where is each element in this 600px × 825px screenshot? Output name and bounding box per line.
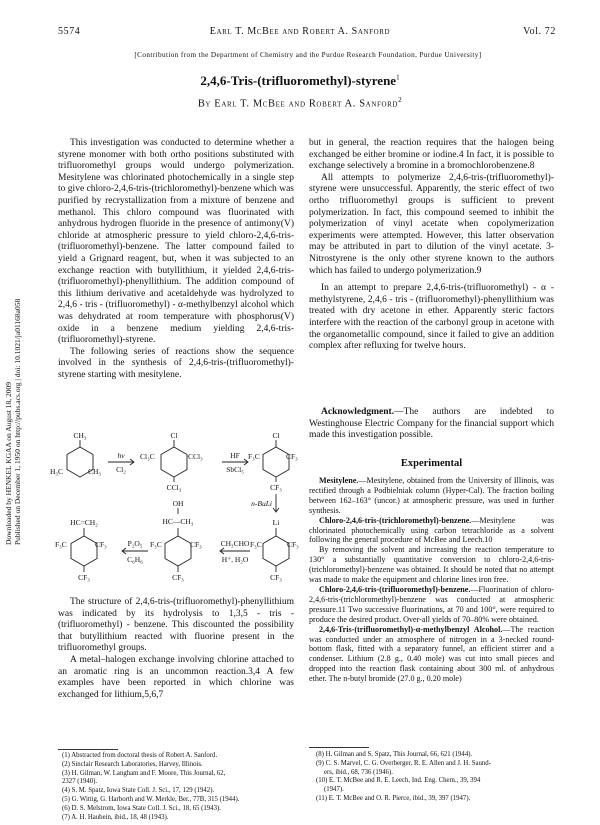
experimental-section bbox=[309, 476, 554, 684]
label-hf: HF bbox=[230, 451, 240, 460]
ring-lithium bbox=[263, 536, 289, 566]
left-column-intro bbox=[58, 138, 294, 381]
footnotes-left bbox=[62, 752, 298, 822]
article-title-text: 2,4,6-Tris-(trifluoromethyl)-styrene bbox=[200, 73, 397, 88]
exp-text: —Mesitylene, obtained from the University of Illinois, was rectified through a Podbielniak column (Hyper-Cal). The fraction boiling between 162–163° (uncor.) at atmospheric pressure, was used in further synthesis. bbox=[309, 476, 554, 515]
label-cl-top-2: Cl bbox=[272, 432, 280, 440]
sidebar-download-note: Downloaded by HENKEL KGAA on August 18, 2009 bbox=[4, 381, 13, 545]
label-ccl3-right: CCl₃ bbox=[188, 452, 203, 461]
label-li: Li bbox=[272, 518, 280, 527]
exp-lead: Mesitylene. bbox=[319, 476, 359, 485]
label-f3c-li: F₃C bbox=[250, 540, 262, 549]
page-number: 5574 bbox=[58, 26, 81, 37]
experimental-heading: Experimental bbox=[400, 458, 463, 469]
right-column bbox=[309, 138, 554, 353]
label-cf3-li-bottom: CF₃ bbox=[270, 573, 282, 582]
title-footnote-mark: 1 bbox=[396, 73, 400, 82]
halogen-paragraph: but in general, the reaction requires that the halogen being exchanged be either bromine or iodine.4 In fact, it is possible to exchange selectively a bromine in a bromochlorobenzene.8 bbox=[309, 138, 554, 172]
exp-lead: 2,4,6-Tris-(trifluoromethyl)-α-methylbenzyl Alcohol. bbox=[319, 624, 503, 634]
author-footnote-mark: 2 bbox=[398, 96, 403, 104]
footnote: (3) H. Gilman, W. Langham and F. Moore, This Journal, 62, bbox=[62, 769, 226, 777]
structure-paragraph: The structure of 2,4,6-tris-(trifluoromethyl)-phenyllithium was indicated by its hydrolysis to 1,3,5 - tris - (trifluoromethyl) - benzene. This discounted the possibility that butyllithium reacted with fluorine present in the trifluoromethyl groups. bbox=[58, 597, 294, 654]
label-nbuli: n-BuLi bbox=[251, 499, 272, 508]
footnote: (2) Sinclair Research Laboratories, Harvey, Illinois. bbox=[62, 760, 203, 768]
author-line bbox=[0, 96, 600, 110]
exp-lead: Chloro-2,4,6-tris-(trichloromethyl)-benzene. bbox=[319, 515, 472, 525]
label-ccl3-bottom: CCl₃ bbox=[166, 483, 182, 492]
label-cl2: Cl₂ bbox=[116, 465, 126, 474]
acknowledgment-label: Acknowledgment. bbox=[321, 407, 395, 417]
exp-paragraph-fluorination bbox=[309, 585, 554, 625]
exp-paragraph-mesitylene bbox=[309, 476, 554, 516]
intro-paragraph: This investigation was conducted to determine whether a styrene monomer with both ortho positions substituted with trifluoromethyl groups would undergo polymerization. Mesitylene was chlorinated photochemically in a single step to give chloro-2,4,6-tris-(trichloromethyl)-benzene which was purified by recrystallization from a mixture of benzene and methanol. This chloro compound was fluorinated with anhydrous hydrogen fluoride in the presence of antimony(V) chloride at atmospheric pressure to yield chloro-2,4,6-tris-(trifluoromethyl)-benzene. The latter compound failed to yield a Grignard reagent, but, when it was subjected to an exchange reaction with butyllithium, it yielded 2,4,6-tris-(trifluoromethyl)-phenyllithium. The addition compound of this lithium derivative and acetaldehyde was hydrolyzed to 2,4,6 - tris - (trifluoromethyl) - α-methylbenzyl alcohol which was dehydrated at room temperature with phosphorus(V) oxide in a benzene medium yielding 2,4,6-tris-(trifluoromethyl)-styrene. bbox=[58, 138, 294, 346]
footnote: (9) C. S. Marvel, C. G. Overberger, R. E. Allen and J. H. Saund- bbox=[316, 759, 491, 767]
label-ch3-right: CH₃ bbox=[88, 467, 102, 476]
label-hv: hν bbox=[117, 451, 125, 460]
sequence-paragraph: The following series of reactions show the sequence involved in the synthesis of 2,4,6-tris-(trifluoromethyl)-styrene starting with mesitylene. bbox=[58, 346, 294, 380]
download-sidebar bbox=[4, 215, 20, 545]
footnotes-right bbox=[316, 751, 556, 804]
label-cf3-sty: CF₃ bbox=[95, 540, 107, 549]
label-cl3c: Cl₃C bbox=[140, 452, 155, 461]
footnote-rule-right bbox=[309, 747, 369, 748]
running-title: Earl T. McBee and Robert A. Sanford bbox=[209, 26, 391, 37]
footnote: (7) A. H. Haubein, ibid., 18, 48 (1943). bbox=[62, 813, 169, 821]
label-cf3-alc: CF₃ bbox=[190, 540, 202, 549]
footnote: ers, ibid., 68, 736 (1946). bbox=[324, 768, 393, 776]
exp-paragraph-conversion bbox=[309, 545, 554, 585]
exp-text: By removing the solvent and increasing the reaction temperature to 130° a substantially quantitative conversion to chloro-2,4,6-tris-(trichloromethyl)-benzene was obtained. It should be noted that no attempt was made to make the equipment and chlorine lines iron free. bbox=[309, 545, 554, 585]
label-ch3-top: CH₃ bbox=[73, 432, 87, 440]
author-names: By Earl T. McBee and Robert A. Sanford bbox=[197, 98, 399, 110]
label-cf3-li: CF₃ bbox=[287, 540, 299, 549]
label-f3c-1: F₃C bbox=[248, 452, 260, 461]
ring-alcohol bbox=[165, 536, 191, 566]
footnote: (4) S. M. Spatz, Iowa State Coll. J. Sci., 17, 129 (1942). bbox=[62, 787, 215, 795]
methylstyrene-paragraph: In an attempt to prepare 2,4,6-tris-(trifluoromethyl) - α - methylstyrene, 2,4,6 - tris - (trifluoromethyl)-phenyllithium was treated with dry acetone in ether. Apparently steric factors interfere with the reaction of the carbonyl group in acetone with the organometallic compound, since it failed to give an addition complex after refluxing for twelve hours. bbox=[309, 283, 554, 352]
footnote: (1) Abstracted from doctoral thesis of Robert A. Sanford. bbox=[62, 752, 218, 759]
footnote: (10) E. T. McBee and R. E. Leech, Ind. Eng. Chem., 39, 394 bbox=[316, 777, 481, 785]
footnote-rule-left bbox=[58, 749, 118, 750]
sidebar-publish-note: Published on December 1, 1950 on http://pubs.acs.org | doi: 10.1021/ja01168a058 bbox=[13, 298, 22, 545]
label-cf3-alc-bottom: CF₃ bbox=[172, 573, 184, 582]
label-h-h2o: H⁺, H₂O bbox=[221, 555, 249, 564]
label-c6h6: C₆H₆ bbox=[127, 555, 143, 564]
exp-paragraph-alcohol bbox=[309, 625, 554, 684]
exp-lead: Chloro-2,4,6-tris-(trifluoromethyl)-benzene. bbox=[319, 584, 471, 594]
exp-text: —The reaction was conducted under an atmosphere of nitrogen in a 3-necked round-bottom flask, fitted with a separatory funnel, an efficient stirrer and a condenser. Lithium (2.8 g., 0.40 mole) was cut into small pieces and dropped into the reaction flask containing about 300 ml. of anhydrous ether. The n-butyl bromide (27.0 g., 0.20 mole) bbox=[309, 624, 554, 684]
label-vinyl: HC=CH₂ bbox=[70, 518, 98, 527]
label-hc-ch3: HC—CH₃ bbox=[162, 517, 194, 526]
footnote: (1947). bbox=[324, 786, 344, 794]
footnote: (8) H. Gilman and S. Spatz, This Journal, 66, 621 (1944). bbox=[316, 751, 473, 758]
left-column-after-scheme bbox=[58, 597, 294, 701]
metal-halogen-paragraph: A metal–halogen exchange involving chlorine attached to an aromatic ring is an uncommon reaction.3,4 A few examples have been reported in which chlorine was exchanged for lithium,5,6,7 bbox=[58, 654, 294, 700]
contribution-line: [Contribution from the Department of Chemistry and the Purdue Research Foundation, Purdue University] bbox=[134, 51, 482, 59]
label-cl-top: Cl bbox=[170, 432, 178, 440]
label-p2o5: P₂O₅ bbox=[127, 539, 143, 548]
label-ch3cho: CH₃CHO bbox=[220, 539, 250, 548]
label-f3c-sty: F₃C bbox=[55, 540, 67, 549]
article-title bbox=[0, 73, 600, 89]
label-cf3-sty-bottom: CF₃ bbox=[78, 573, 90, 582]
ring-styrene bbox=[71, 536, 97, 566]
exp-text: —Fluorination of chloro-2,4,6-tris-(trichloromethyl)-benzene was conducted at atmospheric pressure.11 Two successive fluorinations, at 70 and 100°, were required to produce the desired product. Over-all yields of 70–80% were obtained. bbox=[309, 584, 554, 624]
ring-chloro-ccl3 bbox=[161, 447, 187, 477]
label-cf3-bottom-1: CF₃ bbox=[270, 483, 282, 492]
reaction-scheme bbox=[50, 432, 300, 594]
acknowledgment-text: —The authors are indebted to Westinghouse Electric Company for the financial support which made this investigation possible. bbox=[309, 407, 554, 441]
footnote: 2327 (1940). bbox=[62, 778, 98, 786]
acknowledgment bbox=[309, 407, 554, 442]
volume-number: Vol. 72 bbox=[523, 26, 556, 37]
footnote: (5) G. Wittig, G. Harborth and W. Merkle, Ber., 77B, 315 (1944). bbox=[62, 795, 240, 803]
label-oh: OH bbox=[172, 499, 184, 508]
exp-text: —Mesitylene was chlorinated photochemically using carbon tetrachloride as a solvent following the general procedure of McBee and Leech.10 bbox=[309, 515, 554, 545]
footnote: (11) E. T. McBee and O. R. Pierce, ibid., 39, 397 (1947). bbox=[316, 794, 471, 802]
footnote: (6) D. S. Melstrom, Iowa State Coll. J. Sci., 18, 65 (1943). bbox=[62, 804, 221, 812]
label-h3c: H₃C bbox=[50, 467, 64, 476]
label-f3c-alc: F₃C bbox=[150, 540, 162, 549]
label-sbcl5: SbCl₅ bbox=[226, 465, 244, 474]
label-cf3-1: CF₃ bbox=[286, 452, 298, 461]
exp-paragraph-chlorination bbox=[309, 516, 554, 546]
polymerize-paragraph: All attempts to polymerize 2,4,6-tris-(trifluoromethyl)-styrene were unsuccessful. Apparently, the steric effect of two ortho trifluoromethyl groups is sufficient to prevent polymerization. In fact, this compound seemed to inhibit the polymerization of vinyl acetate when copolymerization experiments were attempted. However, this latter observation may be attributed in part to dilution of the vinyl acetate. 3-Nitrostyrene is the only other styrene known to the authors which has failed to undergo polymerization.9 bbox=[309, 172, 554, 276]
